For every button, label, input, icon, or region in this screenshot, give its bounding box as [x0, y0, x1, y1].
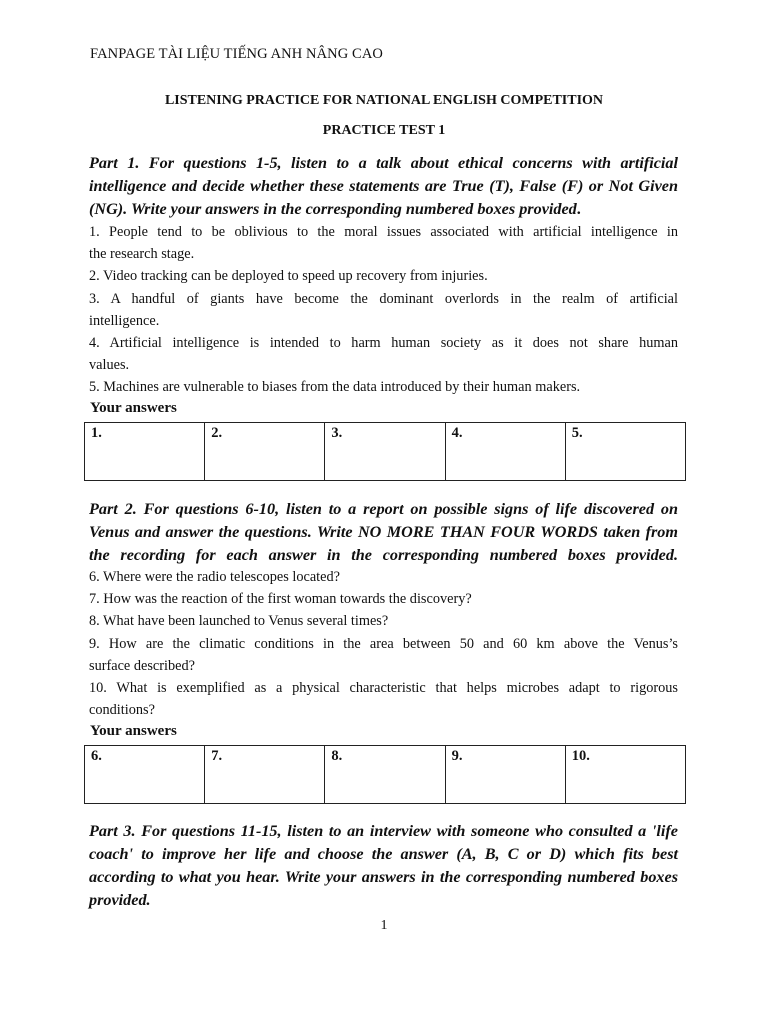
- question-4-line: values.: [89, 357, 130, 374]
- question-2: 2. Video tracking can be deployed to speed up recovery from injuries.: [89, 268, 488, 285]
- question-10-line: conditions?: [89, 702, 155, 719]
- answer-box-9[interactable]: 9.: [445, 746, 565, 804]
- fanpage-header: FANPAGE TÀI LIỆU TIẾNG ANH NÂNG CAO: [90, 46, 383, 62]
- part3-instruction-line: provided.: [89, 891, 151, 909]
- answer-box-3[interactable]: 3.: [325, 423, 445, 481]
- part1-answers-label: Your answers: [90, 400, 177, 416]
- answer-box-10[interactable]: 10.: [565, 746, 685, 804]
- part3-instructions: [89, 820, 678, 912]
- part3-instruction-line: according to what you hear. Write your answers in the corresponding numbered boxes: [89, 868, 678, 886]
- part1-answer-table: [84, 422, 686, 481]
- part2-answer-table: [84, 745, 686, 804]
- answer-box-1[interactable]: 1.: [85, 423, 205, 481]
- part1-instruction-line: intelligence and decide whether these statements are True (T), False (F) or Not Given: [89, 177, 678, 195]
- part2-instructions: [89, 498, 678, 567]
- answer-box-5[interactable]: 5.: [565, 423, 685, 481]
- question-10-line: 10. What is exemplified as a physical characteristic that helps microbes adapt to rigorous: [89, 680, 678, 697]
- question-3-line: intelligence.: [89, 312, 160, 329]
- part1-instructions: [89, 152, 678, 221]
- practice-test-title: PRACTICE TEST 1: [322, 123, 446, 138]
- document-title: LISTENING PRACTICE FOR NATIONAL ENGLISH COMPETITION: [164, 93, 604, 108]
- question-8: 8. What have been launched to Venus several times?: [89, 613, 389, 630]
- part2-answers-label: Your answers: [90, 723, 177, 739]
- part2-instruction-line: the recording for each answer in the corresponding numbered boxes provided.: [89, 546, 678, 564]
- answer-box-2[interactable]: 2.: [205, 423, 325, 481]
- question-1-line: 1. People tend to be oblivious to the moral issues associated with artificial intelligence in: [89, 224, 678, 240]
- part3-instruction-line: coach' to improve her life and choose the answer (A, B, C or D) which fits best: [89, 845, 678, 863]
- question-9-line: surface described?: [89, 657, 195, 674]
- part3-instruction-line: Part 3. For questions 11-15, listen to an interview with someone who consulted a 'life: [89, 822, 678, 840]
- answer-box-6[interactable]: 6.: [85, 746, 205, 804]
- page-number: 1: [380, 918, 388, 933]
- answer-box-7[interactable]: 7.: [205, 746, 325, 804]
- part2-instruction-line: Venus and answer the questions. Write NO MORE THAN FOUR WORDS taken from: [89, 523, 678, 541]
- question-6: 6. Where were the radio telescopes located?: [89, 569, 340, 585]
- answer-box-8[interactable]: 8.: [325, 746, 445, 804]
- question-3-line: 3. A handful of giants have become the dominant overlords in the realm of artificial: [89, 290, 678, 307]
- question-7: 7. How was the reaction of the first woman towards the discovery?: [89, 591, 472, 608]
- part1-questions: [89, 221, 678, 399]
- question-4-line: 4. Artificial intelligence is intended to harm human society as it does not share human: [89, 335, 678, 352]
- question-1-line: the research stage.: [89, 246, 195, 263]
- question-9-line: 9. How are the climatic conditions in the area between 50 and 60 km above the Venus’s: [89, 635, 678, 652]
- part1-instruction-line: Part 1. For questions 1-5, listen to a talk about ethical concerns with artificial: [89, 154, 678, 172]
- question-5: 5. Machines are vulnerable to biases from the data introduced by their human makers.: [89, 379, 581, 396]
- answer-box-4[interactable]: 4.: [445, 423, 565, 481]
- part2-instruction-line: Part 2. For questions 6-10, listen to a report on possible signs of life discovered on: [89, 500, 678, 518]
- part1-instruction-line: (NG). Write your answers in the corresponding numbered boxes provided .: [89, 198, 678, 221]
- part2-questions: [89, 566, 678, 721]
